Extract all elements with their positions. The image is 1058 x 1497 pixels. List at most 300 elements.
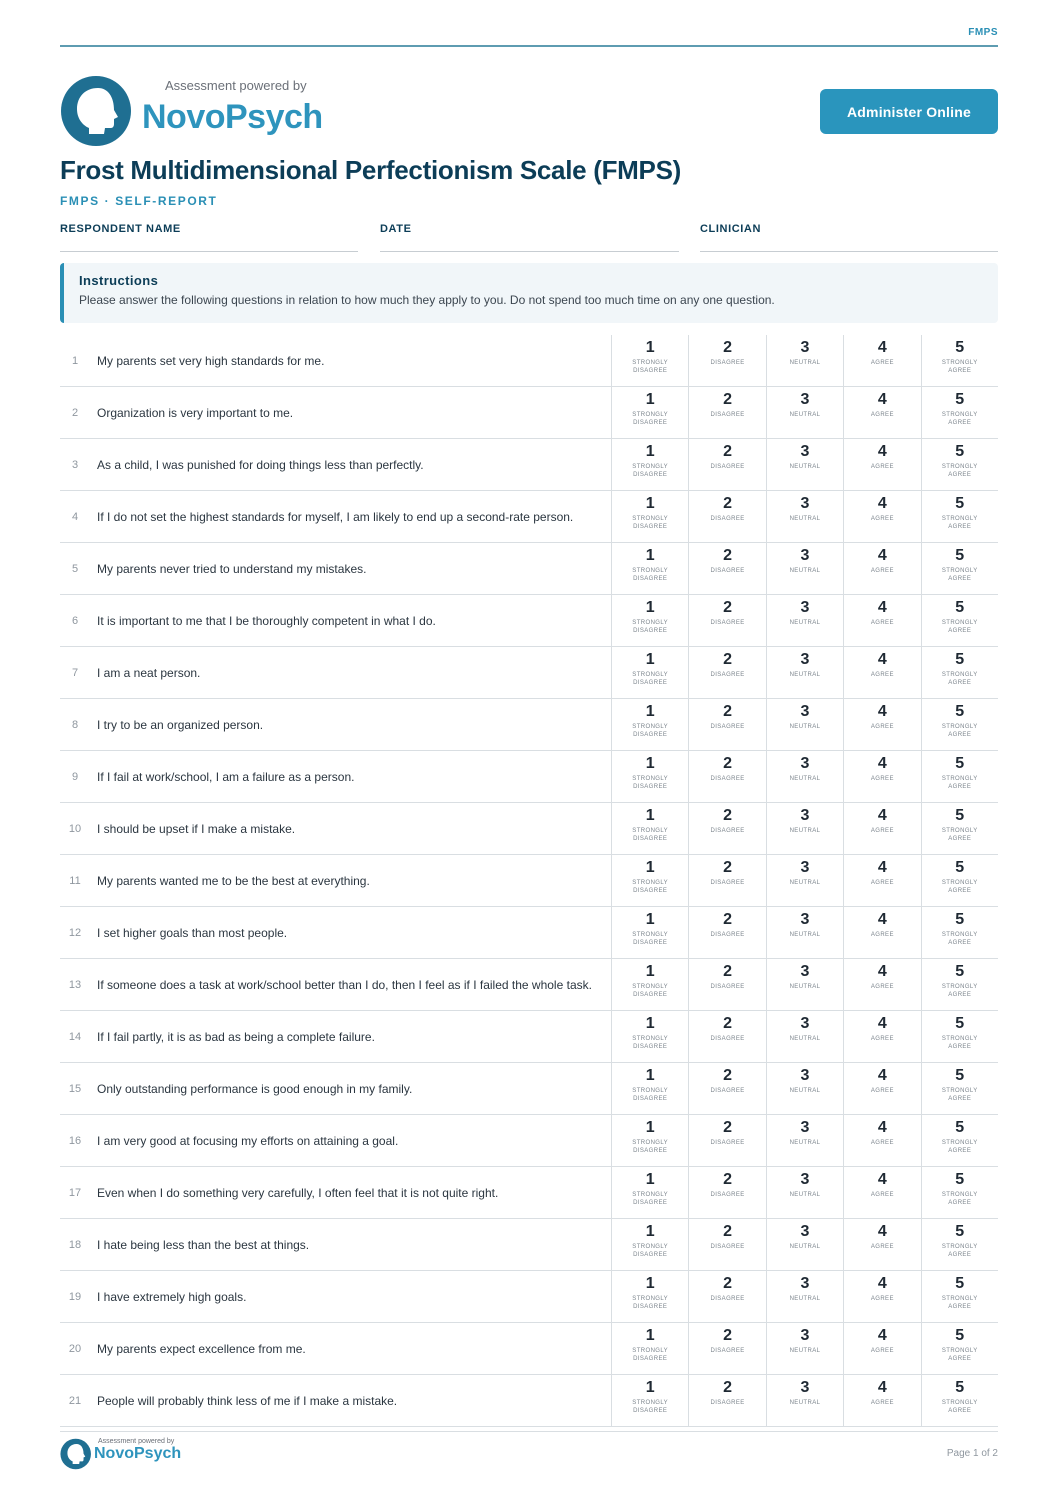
response-label: AGREE <box>870 568 894 574</box>
response-option-1[interactable] <box>611 1375 688 1426</box>
administer-online-button[interactable]: Administer Online <box>820 89 998 134</box>
response-label: STRONGLY AGREE <box>941 1088 978 1102</box>
response-option-1[interactable] <box>611 387 688 438</box>
response-option-1[interactable] <box>611 1323 688 1374</box>
response-option-4[interactable] <box>843 751 920 802</box>
response-label: STRONGLY AGREE <box>941 516 978 530</box>
response-value: 2 <box>723 339 733 356</box>
question-text: If I fail partly, it is as bad as being a complete failure. <box>97 1029 375 1044</box>
response-label: STRONGLY AGREE <box>941 776 978 790</box>
response-value: 3 <box>800 495 810 512</box>
page-subtitle: FMPS · SELF-REPORT <box>60 194 218 208</box>
response-value: 4 <box>877 651 887 668</box>
response-label: NEUTRAL <box>789 1192 821 1198</box>
response-value: 5 <box>955 1119 965 1136</box>
question-row <box>60 439 998 491</box>
response-option-4[interactable] <box>843 803 920 854</box>
response-option-4[interactable] <box>843 959 920 1010</box>
response-value: 4 <box>877 443 887 460</box>
response-option-1[interactable] <box>611 543 688 594</box>
response-options <box>611 1375 998 1426</box>
response-option-3[interactable] <box>766 439 843 490</box>
question-row <box>60 595 998 647</box>
response-value: 4 <box>877 859 887 876</box>
question-text: My parents never tried to understand my mistakes. <box>97 561 367 576</box>
response-label: STRONGLY DISAGREE <box>632 932 669 946</box>
response-value: 4 <box>877 1275 887 1292</box>
response-option-3[interactable] <box>766 1375 843 1426</box>
response-option-2[interactable] <box>688 751 765 802</box>
response-option-2[interactable] <box>688 699 765 750</box>
response-options <box>611 1167 998 1218</box>
response-label: STRONGLY DISAGREE <box>632 412 669 426</box>
response-label: STRONGLY DISAGREE <box>632 1348 669 1362</box>
response-options <box>611 1323 998 1374</box>
page-title: Frost Multidimensional Perfectionism Scale (FMPS) <box>60 155 681 185</box>
response-label: STRONGLY AGREE <box>941 1140 978 1154</box>
response-options <box>611 335 998 386</box>
response-option-2[interactable] <box>688 1375 765 1426</box>
response-value: 5 <box>955 1067 965 1084</box>
response-value: 1 <box>645 1015 655 1032</box>
response-option-1[interactable] <box>611 907 688 958</box>
response-value: 3 <box>800 1223 810 1240</box>
response-value: 2 <box>723 807 733 824</box>
response-option-5[interactable] <box>921 595 998 646</box>
response-options <box>611 803 998 854</box>
response-option-2[interactable] <box>688 335 765 386</box>
response-label: NEUTRAL <box>789 1036 821 1042</box>
response-option-4[interactable] <box>843 699 920 750</box>
date-field[interactable] <box>380 219 679 252</box>
response-options <box>611 1011 998 1062</box>
response-option-3[interactable] <box>766 647 843 698</box>
question-row <box>60 1063 998 1115</box>
question-row <box>60 387 998 439</box>
question-number: 8 <box>71 718 79 731</box>
response-value: 3 <box>800 1171 810 1188</box>
response-value: 3 <box>800 651 810 668</box>
response-value: 2 <box>723 651 733 668</box>
question-text: I set higher goals than most people. <box>97 925 288 940</box>
response-label: NEUTRAL <box>789 984 821 990</box>
response-label: STRONGLY AGREE <box>941 932 978 946</box>
response-option-1[interactable] <box>611 335 688 386</box>
response-option-1[interactable] <box>611 1063 688 1114</box>
question-number: 6 <box>71 614 79 627</box>
response-option-5[interactable] <box>921 803 998 854</box>
response-label: STRONGLY AGREE <box>941 984 978 998</box>
response-option-5[interactable] <box>921 1323 998 1374</box>
response-value: 2 <box>723 755 733 772</box>
response-value: 4 <box>877 1119 887 1136</box>
response-options <box>611 907 998 958</box>
response-option-3[interactable] <box>766 959 843 1010</box>
response-value: 5 <box>955 963 965 980</box>
response-option-4[interactable] <box>843 335 920 386</box>
response-option-1[interactable] <box>611 647 688 698</box>
question-number: 12 <box>68 926 82 939</box>
response-option-3[interactable] <box>766 803 843 854</box>
question-text: I am very good at focusing my efforts on attaining a goal. <box>97 1133 399 1148</box>
response-label: DISAGREE <box>710 1244 745 1250</box>
response-option-3[interactable] <box>766 699 843 750</box>
response-label: STRONGLY DISAGREE <box>632 672 669 686</box>
response-option-2[interactable] <box>688 907 765 958</box>
response-option-4[interactable] <box>843 1219 920 1270</box>
clinician-field[interactable] <box>700 219 998 252</box>
response-option-2[interactable] <box>688 855 765 906</box>
response-value: 5 <box>955 547 965 564</box>
response-options <box>611 751 998 802</box>
response-option-1[interactable] <box>611 959 688 1010</box>
question-number: 5 <box>71 562 79 575</box>
response-label: NEUTRAL <box>789 1296 821 1302</box>
response-label: STRONGLY AGREE <box>941 568 978 582</box>
questionnaire-items <box>60 335 998 1427</box>
response-value: 3 <box>800 911 810 928</box>
response-option-2[interactable] <box>688 1063 765 1114</box>
response-value: 4 <box>877 495 887 512</box>
response-option-4[interactable] <box>843 1011 920 1062</box>
response-value: 1 <box>645 963 655 980</box>
response-value: 5 <box>955 1275 965 1292</box>
respondent-name-label: RESPONDENT NAME <box>60 223 181 235</box>
response-option-3[interactable] <box>766 1011 843 1062</box>
response-label: AGREE <box>870 1244 894 1250</box>
question-row <box>60 1167 998 1219</box>
response-label: STRONGLY AGREE <box>941 1036 978 1050</box>
response-option-4[interactable] <box>843 1167 920 1218</box>
response-option-5[interactable] <box>921 907 998 958</box>
response-value: 4 <box>877 1223 887 1240</box>
response-value: 4 <box>877 703 887 720</box>
response-label: DISAGREE <box>710 880 745 886</box>
response-option-3[interactable] <box>766 1323 843 1374</box>
question-text: Only outstanding performance is good enough in my family. <box>97 1081 413 1096</box>
response-options <box>611 699 998 750</box>
response-value: 5 <box>955 1223 965 1240</box>
question-number: 3 <box>71 458 79 471</box>
response-option-5[interactable] <box>921 699 998 750</box>
response-value: 2 <box>723 1015 733 1032</box>
response-option-2[interactable] <box>688 1011 765 1062</box>
head-silhouette-icon <box>60 74 138 148</box>
response-option-5[interactable] <box>921 335 998 386</box>
logo-powered-by: Assessment powered by <box>165 78 307 93</box>
response-label: NEUTRAL <box>789 568 821 574</box>
question-number: 18 <box>68 1238 82 1251</box>
response-value: 1 <box>645 495 655 512</box>
response-value: 2 <box>723 599 733 616</box>
response-value: 5 <box>955 599 965 616</box>
question-number: 20 <box>68 1342 82 1355</box>
response-option-2[interactable] <box>688 1323 765 1374</box>
instructions-box <box>60 263 998 323</box>
response-option-5[interactable] <box>921 855 998 906</box>
question-row <box>60 855 998 907</box>
response-options <box>611 647 998 698</box>
question-row <box>60 1375 998 1427</box>
response-option-2[interactable] <box>688 439 765 490</box>
response-label: STRONGLY DISAGREE <box>632 1140 669 1154</box>
response-options <box>611 387 998 438</box>
response-value: 1 <box>645 1223 655 1240</box>
response-label: AGREE <box>870 724 894 730</box>
response-label: AGREE <box>870 776 894 782</box>
response-value: 5 <box>955 1327 965 1344</box>
response-option-2[interactable] <box>688 1271 765 1322</box>
response-label: NEUTRAL <box>789 516 821 522</box>
response-value: 2 <box>723 1379 733 1396</box>
question-number: 15 <box>68 1082 82 1095</box>
response-label: STRONGLY DISAGREE <box>632 828 669 842</box>
response-option-3[interactable] <box>766 1271 843 1322</box>
response-label: STRONGLY DISAGREE <box>632 620 669 634</box>
response-option-1[interactable] <box>611 491 688 542</box>
response-option-3[interactable] <box>766 1115 843 1166</box>
response-option-2[interactable] <box>688 647 765 698</box>
question-text: People will probably think less of me if I make a mistake. <box>97 1393 398 1408</box>
response-value: 5 <box>955 339 965 356</box>
response-option-4[interactable] <box>843 855 920 906</box>
response-label: NEUTRAL <box>789 620 821 626</box>
response-option-1[interactable] <box>611 699 688 750</box>
response-value: 2 <box>723 547 733 564</box>
response-option-2[interactable] <box>688 803 765 854</box>
response-value: 2 <box>723 495 733 512</box>
response-option-5[interactable] <box>921 1063 998 1114</box>
response-option-5[interactable] <box>921 439 998 490</box>
response-option-3[interactable] <box>766 1167 843 1218</box>
response-label: AGREE <box>870 516 894 522</box>
response-option-5[interactable] <box>921 491 998 542</box>
response-value: 4 <box>877 963 887 980</box>
response-option-3[interactable] <box>766 855 843 906</box>
response-label: STRONGLY DISAGREE <box>632 984 669 998</box>
response-label: NEUTRAL <box>789 932 821 938</box>
response-value: 5 <box>955 651 965 668</box>
response-label: AGREE <box>870 1400 894 1406</box>
response-label: DISAGREE <box>710 1192 745 1198</box>
response-value: 3 <box>800 1067 810 1084</box>
response-label: DISAGREE <box>710 516 745 522</box>
response-option-4[interactable] <box>843 595 920 646</box>
question-text: It is important to me that I be thoroughly competent in what I do. <box>97 613 436 628</box>
response-value: 2 <box>723 1327 733 1344</box>
response-value: 2 <box>723 703 733 720</box>
response-option-5[interactable] <box>921 1219 998 1270</box>
response-option-4[interactable] <box>843 1323 920 1374</box>
response-option-1[interactable] <box>611 855 688 906</box>
response-option-1[interactable] <box>611 439 688 490</box>
response-label: DISAGREE <box>710 1140 745 1146</box>
question-row <box>60 1271 998 1323</box>
response-value: 3 <box>800 1327 810 1344</box>
response-value: 5 <box>955 911 965 928</box>
response-value: 5 <box>955 1015 965 1032</box>
response-option-2[interactable] <box>688 1167 765 1218</box>
response-option-3[interactable] <box>766 543 843 594</box>
response-label: DISAGREE <box>710 568 745 574</box>
question-row <box>60 699 998 751</box>
response-value: 1 <box>645 443 655 460</box>
response-value: 3 <box>800 859 810 876</box>
response-value: 5 <box>955 755 965 772</box>
response-option-3[interactable] <box>766 595 843 646</box>
response-option-4[interactable] <box>843 907 920 958</box>
response-option-4[interactable] <box>843 647 920 698</box>
question-number: 10 <box>68 822 82 835</box>
response-option-1[interactable] <box>611 595 688 646</box>
response-option-1[interactable] <box>611 1167 688 1218</box>
response-value: 1 <box>645 1275 655 1292</box>
question-row <box>60 543 998 595</box>
question-row <box>60 907 998 959</box>
response-value: 5 <box>955 495 965 512</box>
response-label: NEUTRAL <box>789 1088 821 1094</box>
question-text: I should be upset if I make a mistake. <box>97 821 296 836</box>
response-option-4[interactable] <box>843 1271 920 1322</box>
response-option-2[interactable] <box>688 959 765 1010</box>
question-text: If I do not set the highest standards for myself, I am likely to end up a second-rate person. <box>97 509 574 524</box>
response-label: DISAGREE <box>710 672 745 678</box>
footer-brand: NovoPsych <box>94 1445 182 1462</box>
response-label: STRONGLY AGREE <box>941 828 978 842</box>
instructions-text: Please answer the following questions in relation to how much they apply to you. Do not spend too much time on any one question. <box>79 293 775 307</box>
response-option-5[interactable] <box>921 543 998 594</box>
question-text: My parents wanted me to be the best at everything. <box>97 873 370 888</box>
response-label: STRONGLY DISAGREE <box>632 1400 669 1414</box>
response-option-5[interactable] <box>921 1011 998 1062</box>
response-option-2[interactable] <box>688 595 765 646</box>
response-option-1[interactable] <box>611 803 688 854</box>
response-option-5[interactable] <box>921 959 998 1010</box>
response-option-5[interactable] <box>921 387 998 438</box>
response-option-1[interactable] <box>611 1271 688 1322</box>
response-option-1[interactable] <box>611 1115 688 1166</box>
response-label: AGREE <box>870 1088 894 1094</box>
response-value: 2 <box>723 1119 733 1136</box>
response-label: NEUTRAL <box>789 828 821 834</box>
response-value: 5 <box>955 1379 965 1396</box>
response-value: 1 <box>645 859 655 876</box>
response-label: NEUTRAL <box>789 776 821 782</box>
response-option-3[interactable] <box>766 335 843 386</box>
response-value: 4 <box>877 1067 887 1084</box>
response-label: STRONGLY DISAGREE <box>632 776 669 790</box>
response-option-5[interactable] <box>921 1375 998 1426</box>
response-option-2[interactable] <box>688 543 765 594</box>
response-label: NEUTRAL <box>789 1140 821 1146</box>
response-value: 1 <box>645 391 655 408</box>
response-value: 4 <box>877 339 887 356</box>
response-value: 1 <box>645 703 655 720</box>
response-option-5[interactable] <box>921 1271 998 1322</box>
response-option-4[interactable] <box>843 387 920 438</box>
respondent-name-field[interactable] <box>60 219 358 252</box>
response-value: 3 <box>800 703 810 720</box>
response-option-3[interactable] <box>766 751 843 802</box>
question-text: My parents expect excellence from me. <box>97 1341 306 1356</box>
response-option-1[interactable] <box>611 1219 688 1270</box>
response-label: AGREE <box>870 464 894 470</box>
response-label: STRONGLY DISAGREE <box>632 1192 669 1206</box>
response-option-2[interactable] <box>688 387 765 438</box>
question-number: 11 <box>69 874 81 887</box>
response-option-3[interactable] <box>766 907 843 958</box>
response-label: DISAGREE <box>710 1400 745 1406</box>
response-value: 4 <box>877 911 887 928</box>
response-option-5[interactable] <box>921 751 998 802</box>
response-option-5[interactable] <box>921 1115 998 1166</box>
response-value: 4 <box>877 755 887 772</box>
response-label: DISAGREE <box>710 776 745 782</box>
response-label: STRONGLY AGREE <box>941 412 978 426</box>
response-option-4[interactable] <box>843 491 920 542</box>
response-option-1[interactable] <box>611 1011 688 1062</box>
question-row <box>60 1323 998 1375</box>
response-option-2[interactable] <box>688 491 765 542</box>
response-label: DISAGREE <box>710 1036 745 1042</box>
response-value: 2 <box>723 391 733 408</box>
question-text: If someone does a task at work/school better than I do, then I feel as if I failed the whole task. <box>97 977 592 992</box>
response-label: STRONGLY AGREE <box>941 724 978 738</box>
question-row <box>60 491 998 543</box>
question-row <box>60 751 998 803</box>
response-option-3[interactable] <box>766 387 843 438</box>
response-option-1[interactable] <box>611 751 688 802</box>
date-label: DATE <box>380 223 412 235</box>
response-option-4[interactable] <box>843 1115 920 1166</box>
response-options <box>611 959 998 1010</box>
question-text: If I fail at work/school, I am a failure as a person. <box>97 769 355 784</box>
response-option-2[interactable] <box>688 1115 765 1166</box>
response-option-4[interactable] <box>843 1375 920 1426</box>
question-number: 19 <box>68 1290 82 1303</box>
response-label: STRONGLY AGREE <box>941 620 978 634</box>
response-option-3[interactable] <box>766 1219 843 1270</box>
response-value: 1 <box>645 599 655 616</box>
response-label: STRONGLY DISAGREE <box>632 1296 669 1310</box>
response-option-4[interactable] <box>843 439 920 490</box>
response-value: 3 <box>800 1015 810 1032</box>
response-value: 5 <box>955 443 965 460</box>
response-option-4[interactable] <box>843 543 920 594</box>
response-value: 3 <box>800 963 810 980</box>
response-label: AGREE <box>870 412 894 418</box>
response-label: AGREE <box>870 1036 894 1042</box>
response-option-3[interactable] <box>766 1063 843 1114</box>
response-value: 1 <box>645 911 655 928</box>
response-label: AGREE <box>870 1348 894 1354</box>
response-value: 4 <box>877 1379 887 1396</box>
footer-powered-by: Assessment powered by <box>98 1438 175 1445</box>
response-value: 3 <box>800 1379 810 1396</box>
response-option-5[interactable] <box>921 1167 998 1218</box>
response-option-5[interactable] <box>921 647 998 698</box>
response-option-3[interactable] <box>766 491 843 542</box>
response-label: STRONGLY DISAGREE <box>632 464 669 478</box>
response-value: 2 <box>723 1171 733 1188</box>
response-label: AGREE <box>870 620 894 626</box>
question-text: I have extremely high goals. <box>97 1289 247 1304</box>
response-options <box>611 1219 998 1270</box>
response-options <box>611 1271 998 1322</box>
response-value: 5 <box>955 703 965 720</box>
response-option-4[interactable] <box>843 1063 920 1114</box>
response-option-2[interactable] <box>688 1219 765 1270</box>
